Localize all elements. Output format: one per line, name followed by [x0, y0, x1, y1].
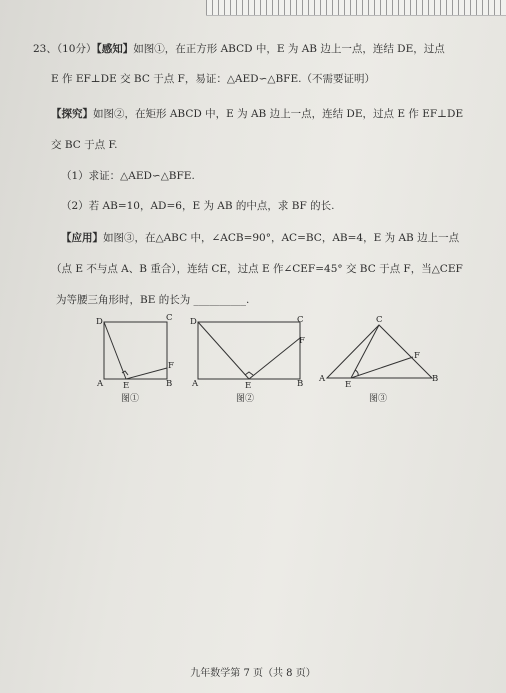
- apply-heading: 【应用】: [61, 232, 103, 244]
- fig1-label-d: D: [96, 317, 103, 327]
- apply-line2: （点 E 不与点 A、B 重合），连结 CE，过点 E 作∠CEF=45° 交 BC 于点 F，当△CEF: [51, 263, 463, 275]
- explore-heading: 【探究】: [51, 108, 93, 120]
- fig1-label-e: E: [123, 381, 130, 391]
- fig3-label-e: E: [345, 380, 352, 390]
- fig2-label-b: B: [297, 379, 304, 389]
- fig1-segment-ef: [126, 368, 167, 379]
- question-number: 23、: [33, 43, 57, 55]
- explore-line2: 交 BC 于点 F.: [51, 139, 118, 151]
- fig3-label-f: F: [414, 351, 420, 361]
- question-score: （10分）: [56, 43, 97, 55]
- fig3-label-b: B: [432, 374, 439, 384]
- fig1-label-b: B: [166, 379, 173, 389]
- fig1-label-c: C: [166, 313, 173, 323]
- fig2-caption: 图②: [236, 394, 255, 404]
- fig2-segment-de: [198, 322, 249, 379]
- sub-question-1: （1）求证：△AED∽△BFE.: [61, 170, 195, 182]
- fig1-label-a: A: [97, 379, 104, 389]
- fig1-label-f: F: [168, 361, 174, 371]
- fig3-label-a: A: [319, 374, 326, 384]
- perception-line1: 如图①，在正方形 ABCD 中，E 为 AB 边上一点，连结 DE，过点: [133, 43, 445, 55]
- fig3-caption: 图③: [369, 394, 388, 404]
- perception-heading: 【感知】: [96, 43, 134, 55]
- apply-line3: 为等腰三角形时，BE 的长为 __________.: [56, 294, 250, 306]
- apply-line1: 如图③，在△ABC 中，∠ACB=90°，AC=BC，AB=4，E 为 AB 边上一点: [103, 232, 460, 244]
- fig2-label-f: F: [299, 336, 305, 346]
- fig1-caption: 图①: [121, 394, 140, 404]
- fig2-label-c: C: [297, 315, 304, 325]
- page-footer: 九年数学第 7 页（共 8 页）: [190, 668, 316, 679]
- fig2-right-angle-mark: [245, 372, 253, 375]
- fig3-angle-mark: [355, 370, 358, 376]
- fig2-label-e: E: [245, 381, 252, 391]
- fig2-label-a: A: [192, 379, 199, 389]
- fig3-label-c: C: [376, 315, 383, 325]
- fig2-label-d: D: [190, 317, 197, 327]
- explore-line1: 如图②，在矩形 ABCD 中，E 为 AB 边上一点，连结 DE，过点 E 作 EF⊥DE: [93, 108, 464, 120]
- perception-line2: E 作 EF⊥DE 交 BC 于点 F，易证：△AED∽△BFE.（不需要证明）: [51, 73, 375, 85]
- fig1-segment-de: [104, 322, 126, 379]
- sub-question-2: （2）若 AB=10，AD=6，E 为 AB 的中点，求 BF 的长.: [61, 200, 335, 212]
- fig2-segment-ef: [249, 338, 300, 379]
